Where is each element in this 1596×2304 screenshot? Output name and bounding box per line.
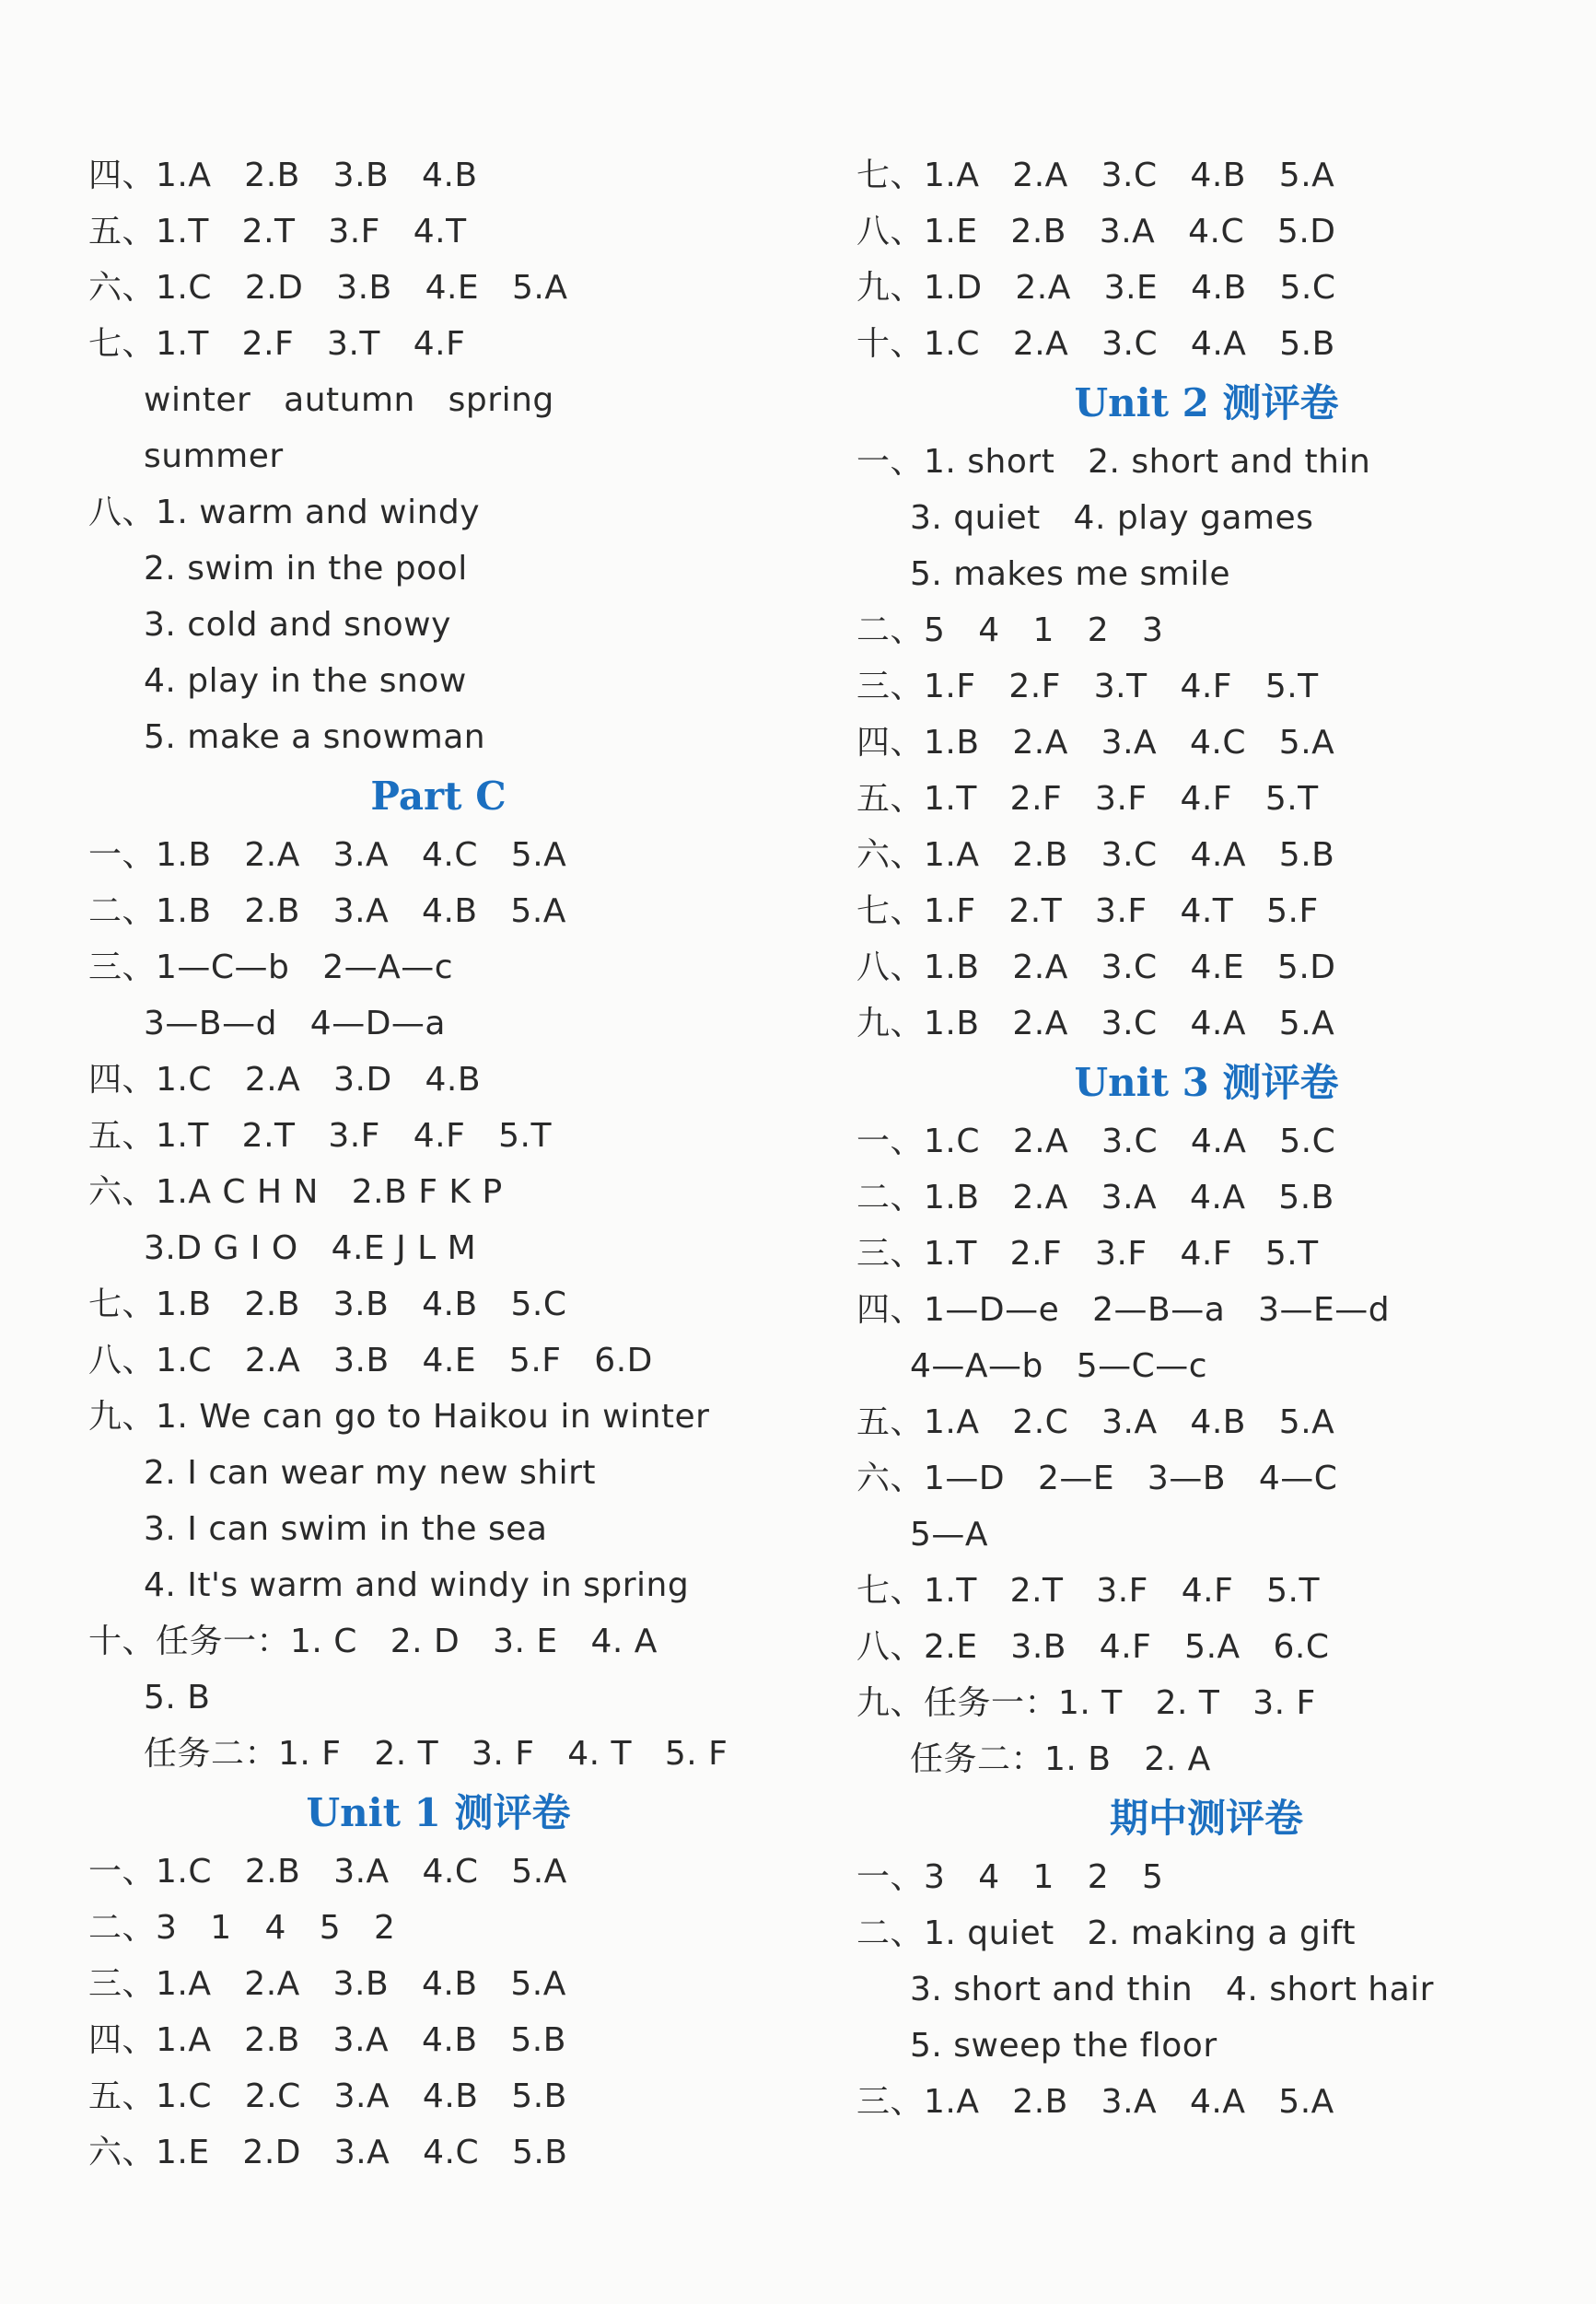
answer-line: 四、1.A 2.B 3.A 4.B 5.B <box>88 2021 566 2059</box>
answer-line: 5. makes me smile <box>910 555 1230 593</box>
right-column <box>856 147 1556 2130</box>
answer-line: 六、1.A 2.B 3.C 4.A 5.B <box>856 836 1335 874</box>
answer-line: 七、1.F 2.T 3.F 4.T 5.F <box>856 892 1319 930</box>
left-column <box>88 147 788 2181</box>
answer-line: 四、1—D—e 2—B—a 3—E—d <box>856 1291 1391 1329</box>
answer-line: 七、1.B 2.B 3.B 4.B 5.C <box>88 1286 567 1323</box>
answer-line: 八、1. warm and windy <box>88 494 481 531</box>
answer-line: summer <box>144 437 284 475</box>
answer-line: 六、1.A C H N 2.B F K P <box>88 1173 503 1211</box>
answer-line: 5. B <box>144 1679 211 1716</box>
answer-line: 5. sweep the floor <box>910 2027 1217 2065</box>
answer-line: 四、1.A 2.B 3.B 4.B <box>88 157 478 194</box>
answer-line: 五、1.A 2.C 3.A 4.B 5.A <box>856 1403 1335 1441</box>
answer-line: 二、1.B 2.B 3.A 4.B 5.A <box>88 892 566 930</box>
answer-line: 二、1. quiet 2. making a gift <box>856 1914 1356 1952</box>
answer-line: 五、1.C 2.C 3.A 4.B 5.B <box>88 2077 567 2115</box>
answer-line: 任务二：1. B 2. A <box>910 1740 1211 1778</box>
answer-line: 十、1.C 2.A 3.C 4.A 5.B <box>856 325 1335 363</box>
answer-line: 九、任务一：1. T 2. T 3. F <box>856 1684 1316 1722</box>
section-heading: Part C <box>370 774 507 819</box>
answer-line: 一、1.B 2.A 3.A 4.C 5.A <box>88 836 567 874</box>
answer-line: 一、3 4 1 2 5 <box>856 1858 1164 1896</box>
answer-line: 八、1.B 2.A 3.C 4.E 5.D <box>856 948 1336 986</box>
answer-line: 4. play in the snow <box>144 662 467 700</box>
answer-line: 3. cold and snowy <box>144 606 451 644</box>
answer-line: 五、1.T 2.T 3.F 4.T <box>88 213 467 250</box>
answer-line: 3. short and thin 4. short hair <box>910 1971 1434 2008</box>
answer-line: 六、1.E 2.D 3.A 4.C 5.B <box>88 2134 568 2171</box>
answer-line: 3. I can swim in the sea <box>144 1510 548 1548</box>
answer-line: 五、1.T 2.F 3.F 4.F 5.T <box>856 780 1319 818</box>
answer-line: 七、1.A 2.A 3.C 4.B 5.A <box>856 157 1335 194</box>
answer-line: 4—A—b 5—C—c <box>910 1347 1208 1385</box>
answer-line: 八、1.C 2.A 3.B 4.E 5.F 6.D <box>88 1342 653 1379</box>
answer-line: winter autumn spring <box>144 381 554 419</box>
answer-line: 四、1.C 2.A 3.D 4.B <box>88 1061 482 1099</box>
answer-line: 4. It's warm and windy in spring <box>144 1566 690 1604</box>
answer-line: 三、1.T 2.F 3.F 4.F 5.T <box>856 1235 1319 1273</box>
answer-line: 一、1. short 2. short and thin <box>856 443 1371 481</box>
answer-line: 2. swim in the pool <box>144 550 468 588</box>
answer-line: 九、1.D 2.A 3.E 4.B 5.C <box>856 269 1336 307</box>
answer-line: 八、1.E 2.B 3.A 4.C 5.D <box>856 213 1336 250</box>
answer-line: 二、3 1 4 5 2 <box>88 1909 396 1947</box>
answer-line: 三、1.A 2.B 3.A 4.A 5.A <box>856 2083 1334 2121</box>
answer-line: 二、1.B 2.A 3.A 4.A 5.B <box>856 1179 1334 1216</box>
section-heading: Unit 1 测评卷 <box>306 1790 571 1835</box>
answer-line: 十、任务一：1. C 2. D 3. E 4. A <box>88 1623 658 1660</box>
answer-line: 八、2.E 3.B 4.F 5.A 6.C <box>856 1628 1330 1666</box>
answer-line: 六、1—D 2—E 3—B 4—C <box>856 1460 1338 1497</box>
answer-line: 四、1.B 2.A 3.A 4.C 5.A <box>856 724 1335 762</box>
answer-line: 七、1.T 2.F 3.T 4.F <box>88 325 466 363</box>
answer-line: 六、1.C 2.D 3.B 4.E 5.A <box>88 269 568 307</box>
answer-line: 五、1.T 2.T 3.F 4.F 5.T <box>88 1117 552 1155</box>
section-heading: Unit 3 测评卷 <box>1074 1060 1339 1105</box>
answer-line: 九、1. We can go to Haikou in winter <box>88 1398 710 1436</box>
answer-line: 3. quiet 4. play games <box>910 499 1314 537</box>
section-heading: 期中测评卷 <box>1109 1796 1303 1841</box>
answer-line: 三、1.F 2.F 3.T 4.F 5.T <box>856 668 1319 705</box>
answer-line: 七、1.T 2.T 3.F 4.F 5.T <box>856 1572 1320 1610</box>
answer-line: 一、1.C 2.B 3.A 4.C 5.A <box>88 1853 567 1891</box>
answer-line: 3—B—d 4—D—a <box>144 1005 446 1042</box>
answer-line: 3.D G I O 4.E J L M <box>144 1229 477 1267</box>
answer-line: 任务二：1. F 2. T 3. F 4. T 5. F <box>144 1735 728 1773</box>
answer-line: 九、1.B 2.A 3.C 4.A 5.A <box>856 1005 1335 1042</box>
answer-line: 三、1—C—b 2—A—c <box>88 948 454 986</box>
answer-line: 5—A <box>910 1516 989 1553</box>
answer-line: 一、1.C 2.A 3.C 4.A 5.C <box>856 1123 1336 1160</box>
answer-line: 5. make a snowman <box>144 718 486 756</box>
answer-line: 三、1.A 2.A 3.B 4.B 5.A <box>88 1965 566 2003</box>
answer-line: 2. I can wear my new shirt <box>144 1454 597 1492</box>
answer-line: 二、5 4 1 2 3 <box>856 611 1164 649</box>
section-heading: Unit 2 测评卷 <box>1074 380 1339 425</box>
